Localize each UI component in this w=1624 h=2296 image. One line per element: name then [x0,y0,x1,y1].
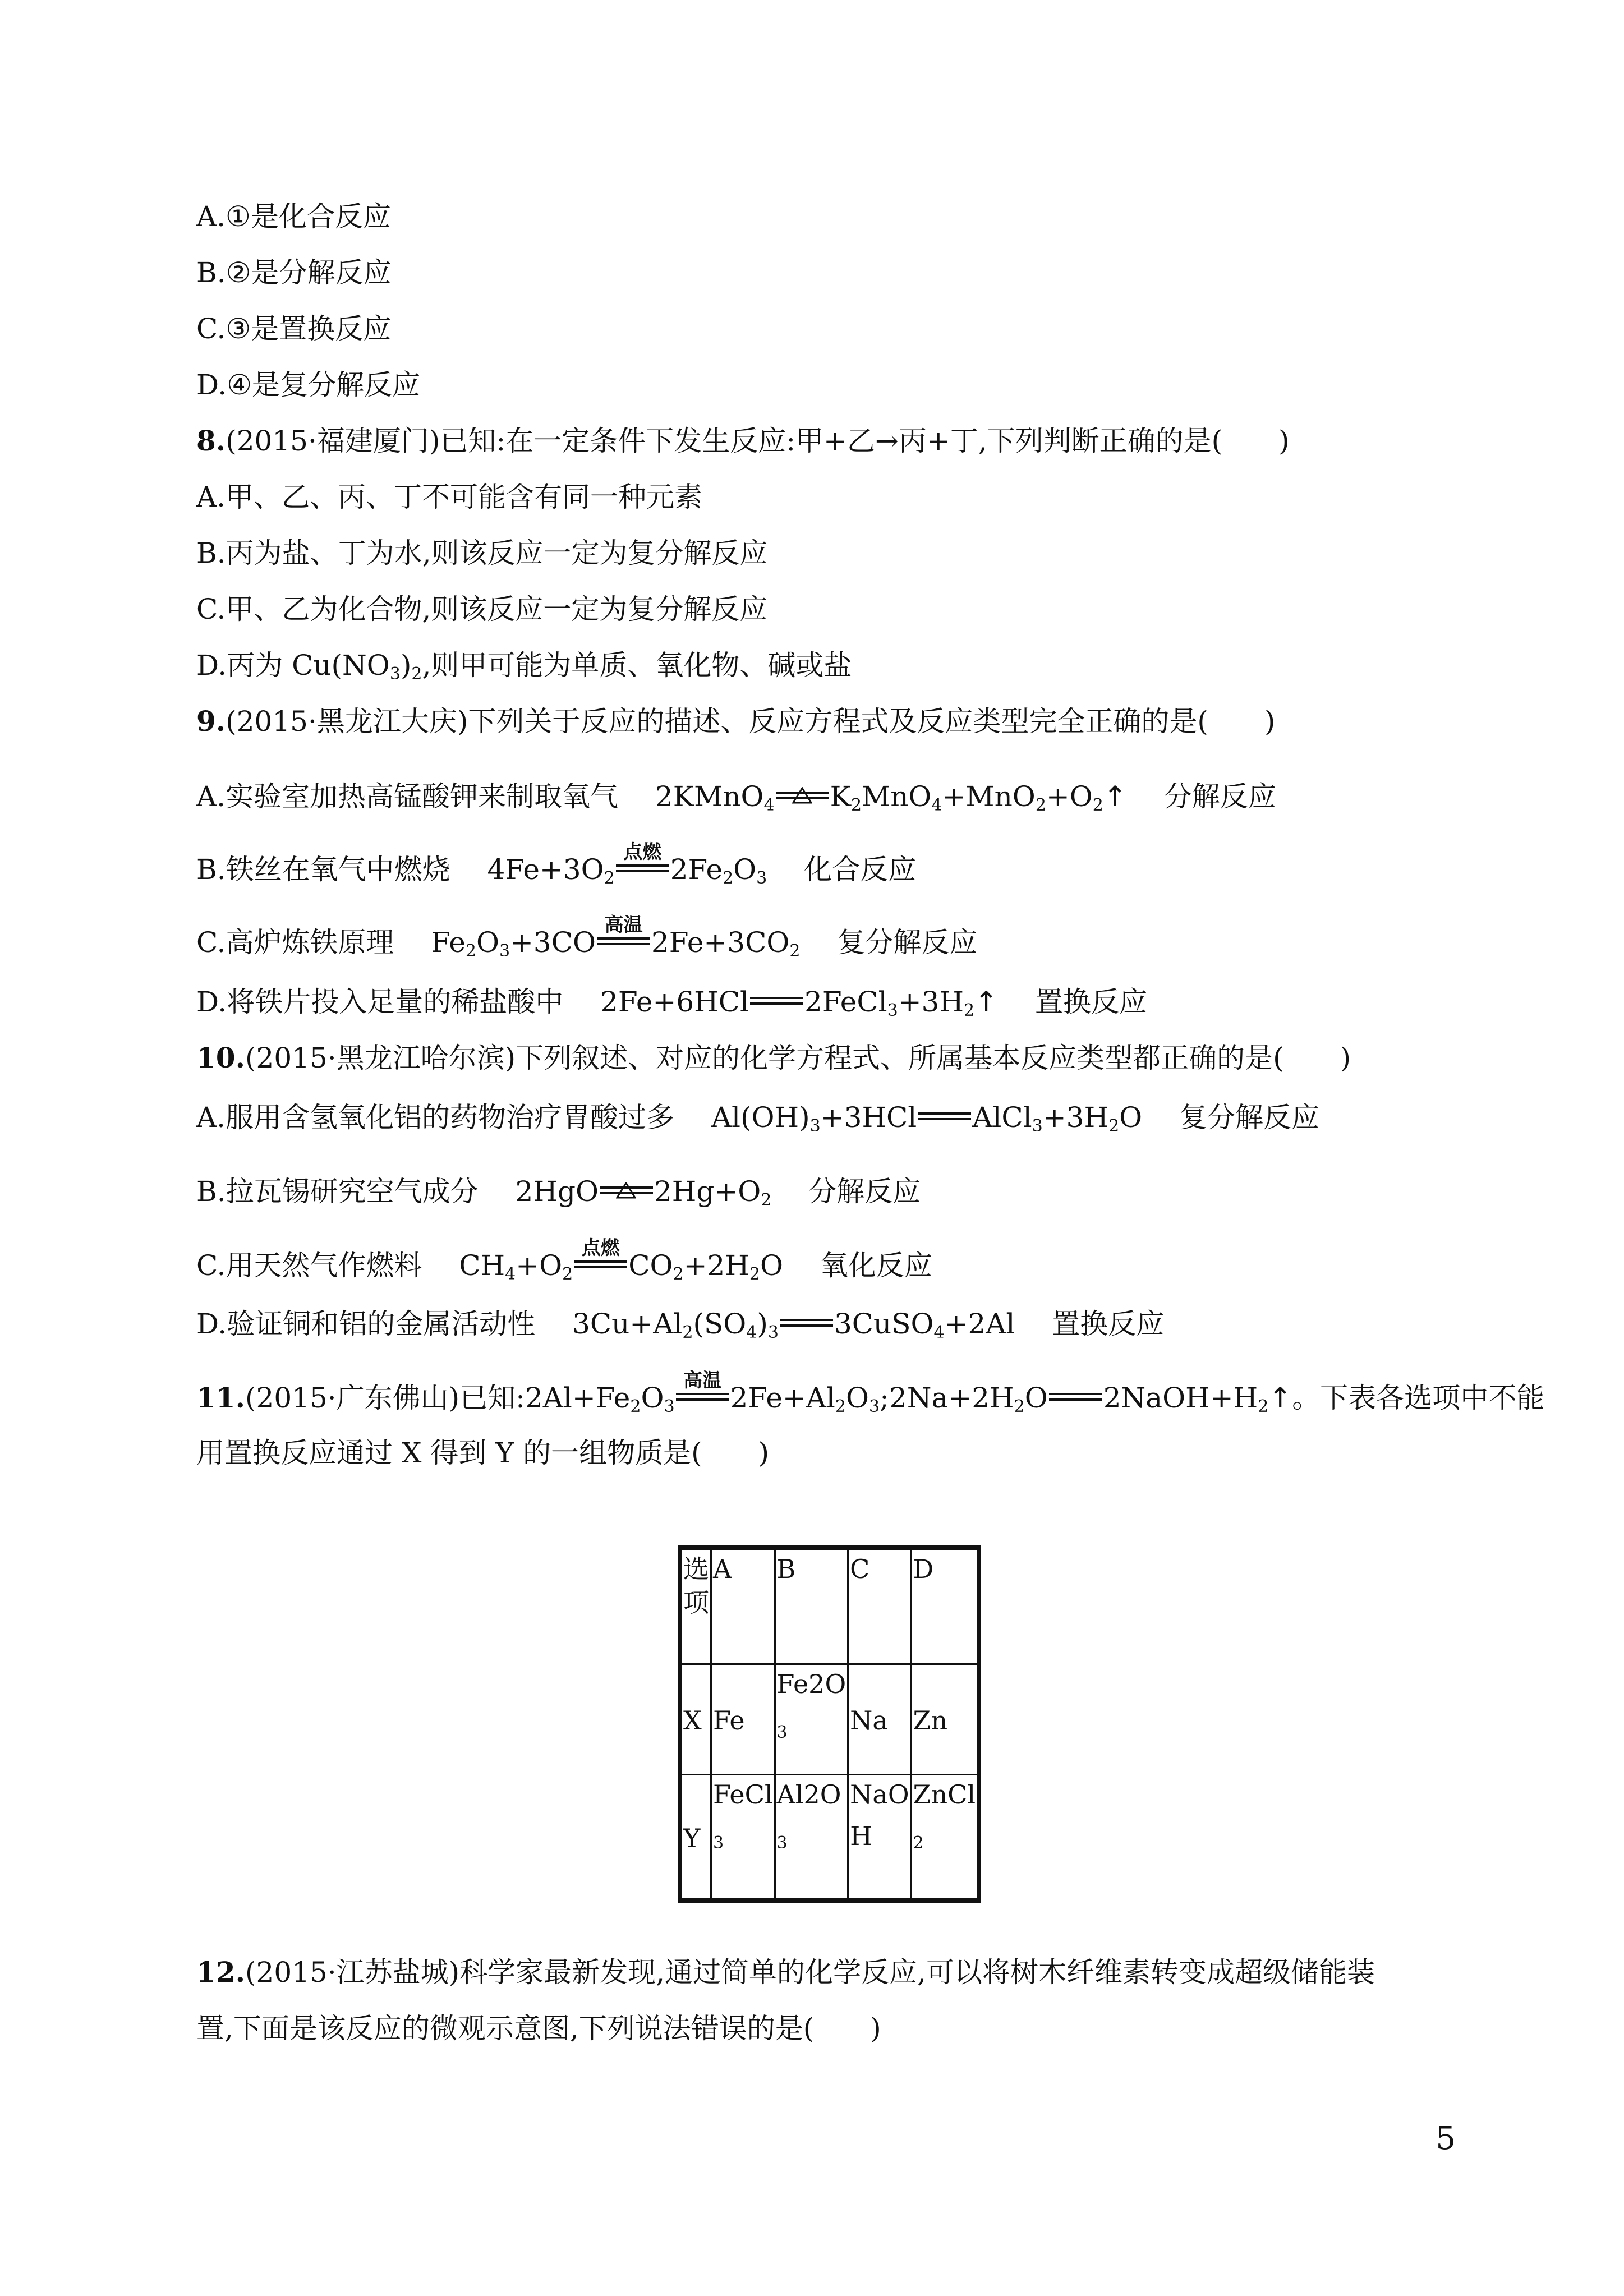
table-cell: Na [848,1664,911,1775]
q9-a-equation: 2KMnO$_4$ $K_2MnO_4+MnO_2+O_2↑$ [655,780,1127,815]
option-c-line: C.③是置换反应 [196,312,392,345]
q11-equation-2: $2Na+2H_2O$ $2NaOH+H_2↑$ [889,1382,1292,1416]
q10-stem: 10.(2015·黑龙江哈尔滨)下列叙述、对应的化学方程式、所属基本反应类型都正确的是( ) [196,1041,1351,1074]
table-header-cell: D [911,1548,979,1664]
q11-stem: 11.(2015·广东佛山)已知$:2Al+Fe_2O_3$ 高温 $2Fe+Al_2O_3;2Na+2H_2O$ $2NaOH+H_2↑$。下表各选项中不能 [196,1369,1545,1416]
q9-c-equation: $Fe_2O_3+3CO$ 高温 $2Fe+3CO_2$ [431,914,801,961]
q8-option-c: C.甲、乙为化合物,则该反应一定为复分解反应 [196,593,768,625]
q8-stem: 8.(2015·福建厦门)已知:在一定条件下发生反应:甲+乙→丙+丁,下列判断正确的是( ) [196,424,1290,457]
table-header-cell: B [775,1548,848,1664]
table-cell: Fe2O 3 [775,1664,848,1775]
table-row [680,1664,979,1775]
q12-stem: 12.(2015·江苏盐城)科学家最新发现,通过简单的化学反应,可以将树木纤维素转变成超级储能装 [196,1955,1375,1989]
equals-sign: 高温 [597,935,650,952]
table-row-label: X [680,1664,711,1775]
table-cell: Al2O 3 [775,1775,848,1901]
option-a-line: A.①是化合反应 [196,200,391,233]
q8-option-b: B.丙为盐、丁为水,则该反应一定为复分解反应 [196,537,768,569]
table-cell: ZnCl 2 [911,1775,979,1901]
table-cell: Fe [711,1664,775,1775]
q9-b-equation: $4Fe+3O_2$ 点燃 $2Fe_2O_3$ [487,841,767,888]
table-row-label: Y [680,1775,711,1901]
q9-option-c: C.高炉炼铁原理 $Fe_2O_3+3CO$ 高温 $2Fe+3CO_2$ 复分解反应 [196,914,978,961]
equals-sign: 高温 [676,1391,729,1407]
page-number: 5 [1436,2120,1456,2157]
q10-option-c: C.用天然气作燃料 $CH_4+O_2$ 点燃 $CO_2+2H_2O$ 氧化反应 [196,1237,932,1284]
table-row [680,1775,979,1901]
option-b-line: B.②是分解反应 [196,256,392,289]
table-header-cell: 选项 [680,1548,711,1664]
option-d-line: D.④是复分解反应 [196,369,421,401]
q10-a-equation: $Al(OH)_3+3HCl$ $AlCl_3+3H_2O$ [711,1101,1143,1136]
q10-d-equation: $3Cu+Al_2(SO_4)_3$ 3CuSO$_4$+2Al [572,1308,1015,1342]
table-cell: NaO H [848,1775,911,1901]
table-header-cell: A [711,1548,775,1664]
equals-sign [1049,1391,1102,1407]
options-table [678,1545,981,1903]
equals-sign: 点燃 [616,862,669,879]
q10-option-a: A.服用含氢氧化铝的药物治疗胃酸过多 $Al(OH)_3+3HCl$ $AlCl_3+3H_2O$ 复分解反应 [196,1101,1320,1136]
q10-option-b: B.拉瓦锡研究空气成分 2HgO $2Hg+O_2$ 分解反应 [196,1175,921,1210]
q9-d-equation: 2Fe+6HCl $2FeCl_3+3H_2↑$ [600,986,999,1020]
q9-option-d: D.将铁片投入足量的稀盐酸中 2Fe+6HCl $2FeCl_3+3H_2↑$ 置换反应 [196,986,1147,1020]
equals-sign [600,1184,653,1201]
q9-option-a: A.实验室加热高锰酸钾来制取氧气 2KMnO$_4$ $K_2MnO_4+MnO_2+O_2↑$ 分解反应 [196,780,1276,815]
q8-option-a: A.甲、乙、丙、丁不可能含有同一种元素 [196,481,703,513]
equals-sign [918,1110,971,1127]
q10-c-equation: $CH_4+O_2$ 点燃 $CO_2+2H_2O$ [459,1237,783,1284]
equals-sign [780,1317,833,1333]
q8-option-d: D.丙为 $Cu(NO_3)_2$,则甲可能为单质、氧化物、碱或盐 [196,649,852,684]
q9-stem: 9.(2015·黑龙江大庆)下列关于反应的描述、反应方程式及反应类型完全正确的是( ) [196,705,1276,738]
table-cell: Zn [911,1664,979,1775]
q10-option-d: D.验证铜和铝的金属活动性 $3Cu+Al_2(SO_4)_3$ 3CuSO$_4$+2Al 置换反应 [196,1308,1165,1342]
equals-sign [776,789,829,806]
q9-option-b: B.铁丝在氧气中燃烧 $4Fe+3O_2$ 点燃 $2Fe_2O_3$ 化合反应 [196,841,917,888]
q11-stem-line2: 用置换反应通过 X 得到 Y 的一组物质是( ) [196,1437,770,1469]
q11-equation-1: $2Al+Fe_2O_3$ 高温 $2Fe+Al_2O_3$; [525,1369,889,1416]
equals-sign [750,995,803,1011]
q12-stem-line2: 置,下面是该反应的微观示意图,下列说法错误的是( ) [196,2012,881,2045]
table-header-cell: C [848,1548,911,1664]
q10-b-equation: 2HgO $2Hg+O_2$ [515,1175,772,1210]
table-cell: FeCl 3 [711,1775,775,1901]
equals-sign: 点燃 [574,1258,627,1275]
table-row [680,1548,979,1664]
